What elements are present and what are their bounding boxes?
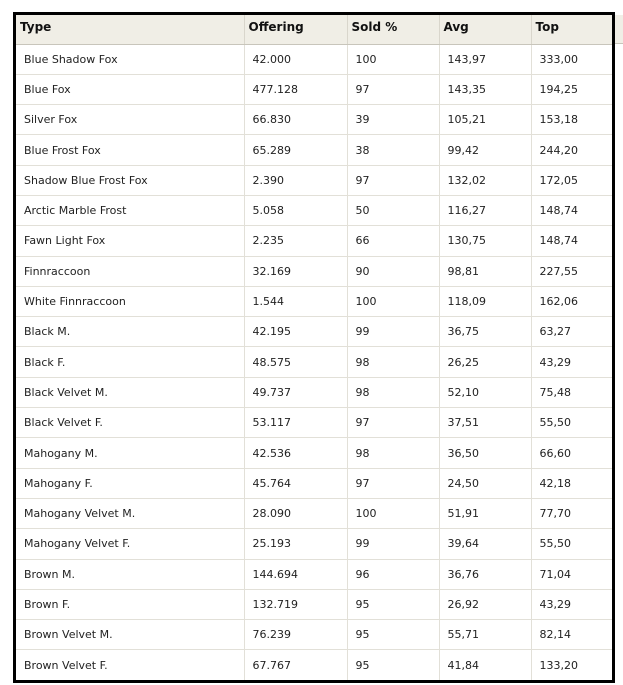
- cell-offering: 28.090: [244, 498, 347, 528]
- cell-avg: 143,35: [439, 74, 531, 104]
- cell-offering: 32.169: [244, 256, 347, 286]
- cell-top: 133,20: [531, 650, 612, 680]
- table-row: [16, 620, 612, 650]
- cell-offering: 49.737: [244, 377, 347, 407]
- cell-offering: 2.390: [244, 165, 347, 195]
- cell-top: 153,18: [531, 105, 612, 135]
- cell-type: Blue Fox: [16, 74, 244, 104]
- table-row: [16, 105, 612, 135]
- results-table-frame: [13, 12, 615, 683]
- cell-top: 63,27: [531, 317, 612, 347]
- column-header-offering: Offering: [244, 15, 347, 44]
- cell-type: Finnraccoon: [16, 256, 244, 286]
- cell-sold-percent: 99: [347, 529, 439, 559]
- table-body: [16, 44, 612, 680]
- cell-sold-percent: 96: [347, 559, 439, 589]
- cell-top: 43,29: [531, 347, 612, 377]
- cell-avg: 41,84: [439, 650, 531, 680]
- cell-offering: 45.764: [244, 468, 347, 498]
- cell-offering: 76.239: [244, 620, 347, 650]
- cell-top: 77,70: [531, 498, 612, 528]
- auction-results-table: [16, 15, 612, 681]
- table-row: [16, 438, 612, 468]
- cell-avg: 105,21: [439, 105, 531, 135]
- cell-type: Brown Velvet M.: [16, 620, 244, 650]
- cell-sold-percent: 97: [347, 165, 439, 195]
- cell-avg: 143,97: [439, 44, 531, 74]
- cell-sold-percent: 98: [347, 377, 439, 407]
- cell-sold-percent: 98: [347, 347, 439, 377]
- cell-offering: 144.694: [244, 559, 347, 589]
- cell-top: 75,48: [531, 377, 612, 407]
- cell-avg: 116,27: [439, 195, 531, 225]
- cell-top: 71,04: [531, 559, 612, 589]
- table-row: [16, 468, 612, 498]
- cell-type: Blue Frost Fox: [16, 135, 244, 165]
- cell-offering: 66.830: [244, 105, 347, 135]
- cell-offering: 132.719: [244, 589, 347, 619]
- column-header-avg: Avg: [439, 15, 531, 44]
- table-row: [16, 317, 612, 347]
- cell-type: Mahogany M.: [16, 438, 244, 468]
- table-row: [16, 135, 612, 165]
- cell-sold-percent: 66: [347, 226, 439, 256]
- cell-top: 333,00: [531, 44, 612, 74]
- cell-type: Mahogany F.: [16, 468, 244, 498]
- column-header-sold-percent: Sold %: [347, 15, 439, 44]
- table-header-row: [16, 15, 612, 44]
- cell-avg: 99,42: [439, 135, 531, 165]
- column-header-type: Type: [16, 15, 244, 44]
- table-row: [16, 650, 612, 680]
- cell-top: 148,74: [531, 195, 612, 225]
- table-row: [16, 377, 612, 407]
- cell-sold-percent: 100: [347, 498, 439, 528]
- cell-type: Blue Shadow Fox: [16, 44, 244, 74]
- cell-offering: 67.767: [244, 650, 347, 680]
- cell-top: 43,29: [531, 589, 612, 619]
- table-row: [16, 256, 612, 286]
- cell-type: Black M.: [16, 317, 244, 347]
- cell-sold-percent: 95: [347, 620, 439, 650]
- cell-avg: 36,75: [439, 317, 531, 347]
- cell-offering: 53.117: [244, 408, 347, 438]
- cell-type: Brown Velvet F.: [16, 650, 244, 680]
- cell-type: Mahogany Velvet M.: [16, 498, 244, 528]
- cell-sold-percent: 97: [347, 468, 439, 498]
- cell-offering: 42.195: [244, 317, 347, 347]
- cell-sold-percent: 97: [347, 408, 439, 438]
- table-row: [16, 195, 612, 225]
- cell-offering: 5.058: [244, 195, 347, 225]
- cell-sold-percent: 95: [347, 650, 439, 680]
- cell-offering: 2.235: [244, 226, 347, 256]
- cell-sold-percent: 100: [347, 44, 439, 74]
- cell-type: White Finnraccoon: [16, 286, 244, 316]
- table-row: [16, 589, 612, 619]
- cell-type: Brown F.: [16, 589, 244, 619]
- table-row: [16, 529, 612, 559]
- cell-avg: 26,25: [439, 347, 531, 377]
- cell-type: Shadow Blue Frost Fox: [16, 165, 244, 195]
- table-row: [16, 498, 612, 528]
- cell-avg: 132,02: [439, 165, 531, 195]
- cell-offering: 25.193: [244, 529, 347, 559]
- cell-offering: 477.128: [244, 74, 347, 104]
- column-header-top: Top: [531, 15, 612, 44]
- cell-offering: 42.536: [244, 438, 347, 468]
- table-row: [16, 347, 612, 377]
- cell-sold-percent: 98: [347, 438, 439, 468]
- cell-type: Black Velvet M.: [16, 377, 244, 407]
- cell-top: 227,55: [531, 256, 612, 286]
- cell-avg: 37,51: [439, 408, 531, 438]
- cell-top: 42,18: [531, 468, 612, 498]
- table-row: [16, 408, 612, 438]
- cell-top: 55,50: [531, 529, 612, 559]
- table-row: [16, 226, 612, 256]
- cell-avg: 51,91: [439, 498, 531, 528]
- cell-avg: 39,64: [439, 529, 531, 559]
- cell-sold-percent: 39: [347, 105, 439, 135]
- cell-top: 66,60: [531, 438, 612, 468]
- cell-offering: 65.289: [244, 135, 347, 165]
- cell-sold-percent: 50: [347, 195, 439, 225]
- cell-sold-percent: 100: [347, 286, 439, 316]
- cell-top: 55,50: [531, 408, 612, 438]
- cell-type: Black Velvet F.: [16, 408, 244, 438]
- cell-avg: 36,76: [439, 559, 531, 589]
- cell-type: Fawn Light Fox: [16, 226, 244, 256]
- cell-avg: 98,81: [439, 256, 531, 286]
- cell-type: Mahogany Velvet F.: [16, 529, 244, 559]
- table-row: [16, 286, 612, 316]
- cell-avg: 24,50: [439, 468, 531, 498]
- table-row: [16, 559, 612, 589]
- cell-offering: 48.575: [244, 347, 347, 377]
- cell-type: Arctic Marble Frost: [16, 195, 244, 225]
- cell-avg: 55,71: [439, 620, 531, 650]
- cell-type: Black F.: [16, 347, 244, 377]
- cell-top: 82,14: [531, 620, 612, 650]
- cell-avg: 52,10: [439, 377, 531, 407]
- cell-type: Silver Fox: [16, 105, 244, 135]
- cell-top: 244,20: [531, 135, 612, 165]
- cell-sold-percent: 38: [347, 135, 439, 165]
- cell-sold-percent: 99: [347, 317, 439, 347]
- cell-top: 172,05: [531, 165, 612, 195]
- cell-top: 162,06: [531, 286, 612, 316]
- cell-sold-percent: 90: [347, 256, 439, 286]
- cell-type: Brown M.: [16, 559, 244, 589]
- cell-top: 148,74: [531, 226, 612, 256]
- cell-avg: 118,09: [439, 286, 531, 316]
- table-row: [16, 44, 612, 74]
- cell-sold-percent: 95: [347, 589, 439, 619]
- cell-avg: 130,75: [439, 226, 531, 256]
- table-row: [16, 165, 612, 195]
- table-row: [16, 74, 612, 104]
- cell-sold-percent: 97: [347, 74, 439, 104]
- cell-avg: 36,50: [439, 438, 531, 468]
- cell-offering: 42.000: [244, 44, 347, 74]
- cell-offering: 1.544: [244, 286, 347, 316]
- cell-top: 194,25: [531, 74, 612, 104]
- cell-avg: 26,92: [439, 589, 531, 619]
